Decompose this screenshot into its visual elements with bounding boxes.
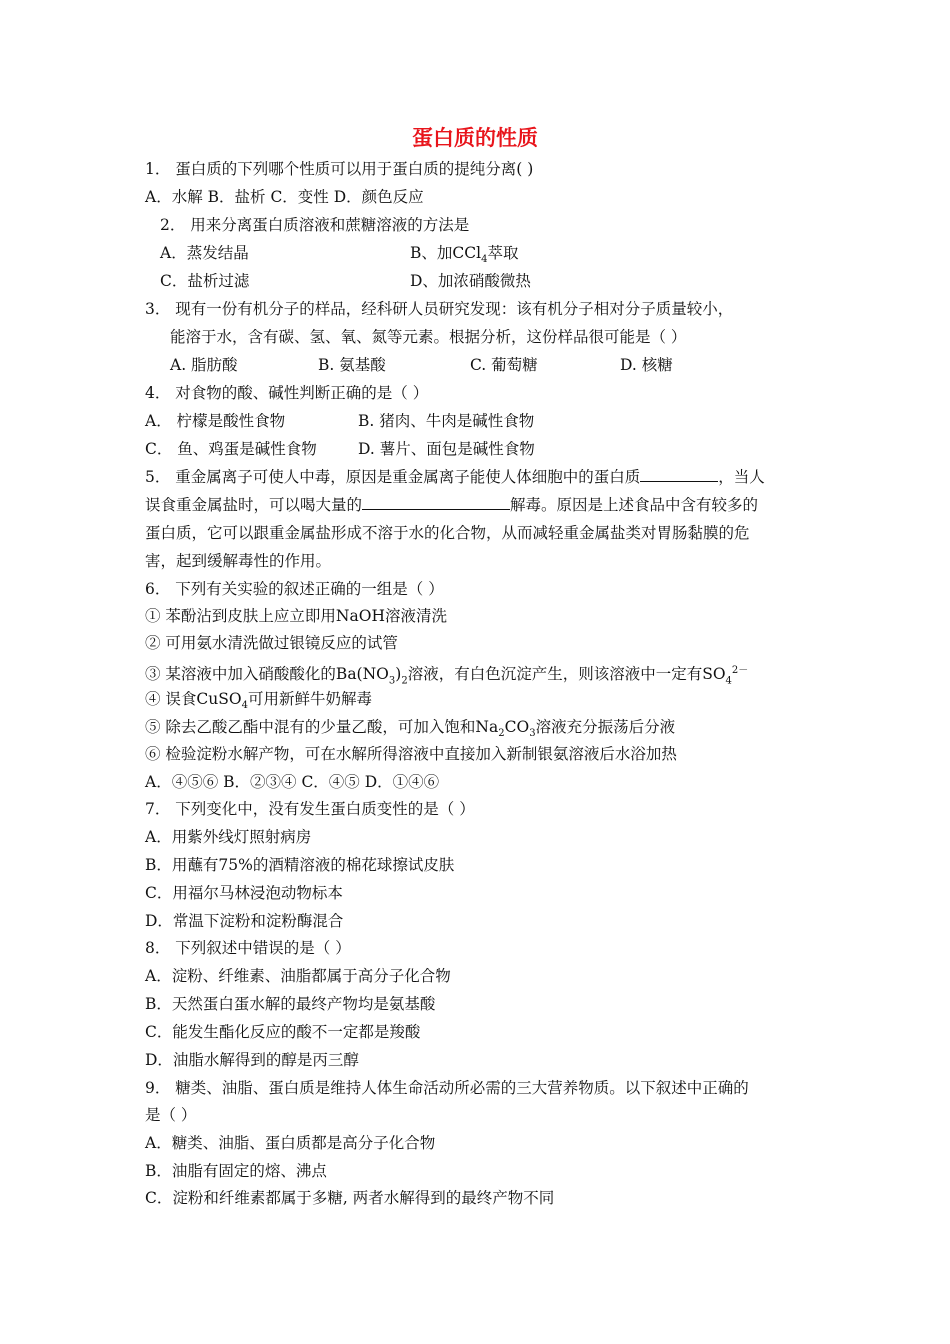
q6-item-3-sub: 3 <box>388 675 396 687</box>
q6-item-1: ① 苯酚沾到皮肤上应立即用NaOH溶液清洗 <box>145 607 447 625</box>
q9-option-c: C．淀粉和纤维素都属于多糖, 两者水解得到的最终产物不同 <box>145 1189 555 1207</box>
q5-blank-2[interactable] <box>362 495 510 510</box>
q6-item-5-sub: 2 <box>498 728 505 740</box>
q3-option-c: C. 葡萄糖 <box>470 356 538 374</box>
q6-item-6: ⑥ 检验淀粉水解产物，可在水解所得溶液中直接加入新制银氨溶液后水浴加热 <box>145 745 677 763</box>
q6-item-4-sub: 4 <box>241 700 248 712</box>
q9-option-b: B．油脂有固定的熔、沸点 <box>145 1162 327 1180</box>
q3-stem-line1: 3． 现有一份有机分子的样品，经科研人员研究发现：该有机分子相对分子质量较小， <box>145 300 734 318</box>
q5-line1-tail: ，当人 <box>718 468 765 486</box>
q5-line2 <box>145 495 758 515</box>
q2-option-a: A．蒸发结晶 <box>160 244 249 262</box>
q6-stem: 6． 下列有关实验的叙述正确的一组是（ ） <box>145 580 444 598</box>
q5-line2-tail: 解毒。原因是上述食品中含有较多的 <box>510 496 759 514</box>
q6-item-5 <box>145 717 675 744</box>
q3-option-d: D. 核糖 <box>620 356 673 374</box>
q6-item-2: ② 可用氨水清洗做过银镜反应的试管 <box>145 634 398 652</box>
q4-option-b: B. 猪肉、牛肉是碱性食物 <box>358 412 535 430</box>
q6-item-3-b: ) <box>395 665 402 684</box>
q4-option-c: C． 鱼、鸡蛋是碱性食物 <box>145 440 317 458</box>
q5-line2-text: 误食重金属盐时，可以喝大量的 <box>145 496 363 514</box>
q5-line4: 害，起到缓解毒性的作用。 <box>145 552 332 570</box>
q8-stem: 8． 下列叙述中错误的是（ ） <box>145 939 351 957</box>
q9-stem-line2: 是（ ） <box>145 1106 197 1124</box>
q6-item-5-c: 溶液充分振荡后分液 <box>535 718 676 736</box>
q5-line1-text: 5． 重金属离子可使人中毒，原因是重金属离子能使人体细胞中的蛋白质 <box>145 468 641 486</box>
q6-item-4-a: ④ 误食CuSO <box>145 690 242 708</box>
q6-item-5-a: ⑤ 除去乙酸乙酯中混有的少量乙酸，可加入饱和Na <box>145 718 499 736</box>
q4-option-d: D. 薯片、面包是碱性食物 <box>358 440 535 458</box>
q8-option-b: B．天然蛋白蛋水解的最终产物均是氨基酸 <box>145 995 436 1013</box>
q6-item-3-a: ③ 某溶液中加入硝酸酸化的Ba(NO <box>145 665 389 684</box>
q6-item-3-sup: 2－ <box>731 665 749 676</box>
page-title: 蛋白质的性质 <box>412 126 538 150</box>
q8-option-c: C．能发生酯化反应的酸不一定都是羧酸 <box>145 1023 421 1041</box>
q7-option-a: A．用紫外线灯照射病房 <box>145 828 312 846</box>
q1-stem: 1． 蛋白质的下列哪个性质可以用于蛋白质的提纯分离( ) <box>145 160 534 178</box>
q6-item-3-sub2: 2 <box>401 675 408 687</box>
q2-option-b <box>410 243 518 270</box>
q6-item-4-b: 可用新鲜牛奶解毒 <box>247 690 372 708</box>
q3-option-a: A. 脂肪酸 <box>170 356 238 374</box>
q2-stem: 2． 用来分离蛋白质溶液和蔗糖溶液的方法是 <box>160 216 470 234</box>
q7-stem: 7． 下列变化中，没有发生蛋白质变性的是（ ） <box>145 800 475 818</box>
q7-option-c: C．用福尔马林浸泡动物标本 <box>145 884 343 902</box>
q6-item-3 <box>145 661 748 691</box>
q7-option-d: D．常温下淀粉和淀粉酶混合 <box>145 912 344 930</box>
q2-option-b-pre: B、加CCl <box>410 244 482 262</box>
q6-item-3-sub3: 4 <box>725 675 732 687</box>
q6-options: A．④⑤⑥ B．②③④ C．④⑤ D．①④⑥ <box>145 773 440 791</box>
q9-stem-line1: 9． 糖类、油脂、蛋白质是维持人体生命活动所必需的三大营养物质。以下叙述中正确的 <box>145 1079 749 1097</box>
q6-item-5-b: CO <box>504 718 530 736</box>
q5-blank-1[interactable] <box>640 467 718 482</box>
q6-item-5-sub2: 3 <box>529 728 536 740</box>
q8-option-d: D．油脂水解得到的醇是丙三醇 <box>145 1051 359 1069</box>
q2-option-c: C．盐析过滤 <box>160 272 250 290</box>
q3-stem-line2: 能溶于水，含有碳、氢、氧、氮等元素。根据分析，这份样品很可能是（ ） <box>170 328 687 346</box>
q7-option-b: B．用蘸有75%的酒精溶液的棉花球擦试皮肤 <box>145 856 455 874</box>
q1-options: A．水解 B．盐析 C．变性 D．颜色反应 <box>145 188 424 206</box>
q2-option-b-sub: 4 <box>481 254 488 266</box>
q5-line1 <box>145 467 765 487</box>
q9-option-a: A．糖类、油脂、蛋白质都是高分子化合物 <box>145 1134 436 1152</box>
q3-option-b: B. 氨基酸 <box>318 356 386 374</box>
q6-item-3-c: 溶液，有白色沉淀产生，则该溶液中一定有SO <box>407 665 726 684</box>
q6-item-4 <box>145 689 372 716</box>
q4-option-a: A． 柠檬是酸性食物 <box>145 412 286 430</box>
q5-line3: 蛋白质，它可以跟重金属盐形成不溶于水的化合物，从而减轻重金属盐类对胃肠黏膜的危 <box>145 524 750 542</box>
q4-stem: 4． 对食物的酸、碱性判断正确的是（ ） <box>145 384 429 402</box>
q2-option-d: D、加浓硝酸微热 <box>410 272 531 290</box>
q8-option-a: A．淀粉、纤维素、油脂都属于高分子化合物 <box>145 967 451 985</box>
q2-option-b-post: 萃取 <box>487 244 519 262</box>
